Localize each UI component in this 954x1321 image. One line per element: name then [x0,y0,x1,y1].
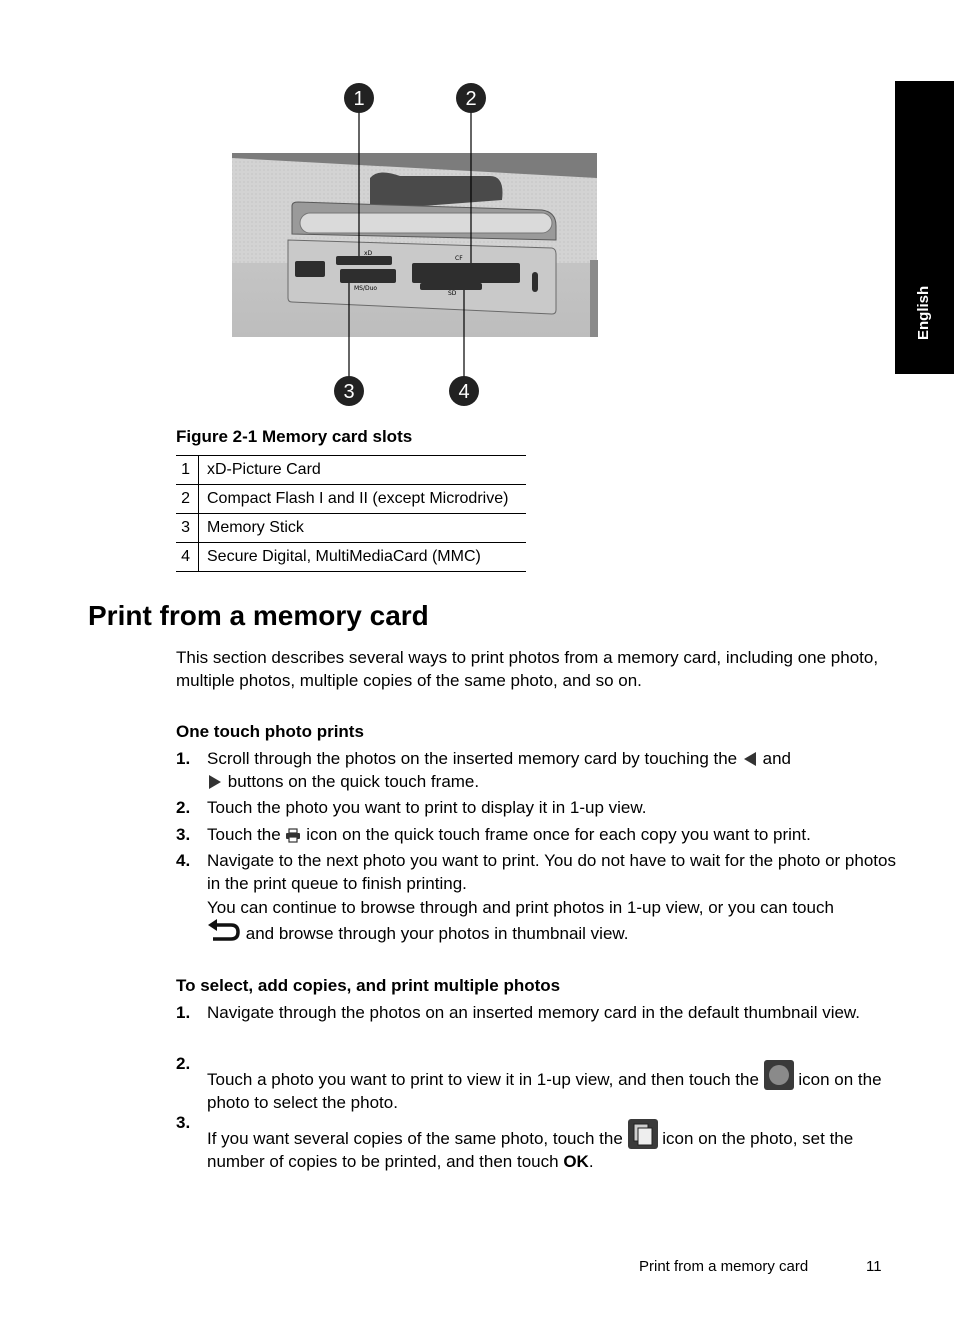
legend-text: Compact Flash I and II (except Microdrive) [199,485,527,514]
one-touch-heading: One touch photo prints [176,722,364,741]
step-number: 3. [176,825,191,844]
multiple-photos-heading: To select, add copies, and print multiple photos [176,976,561,995]
cf-slot-label: CF [455,255,463,262]
ms-slot-label: MS/Duo [354,285,378,292]
list-item: 1. Navigate through the photos on an inserted memory card in the default thumbnail view. [176,1003,860,1022]
callout-4 [449,376,479,406]
callout-2 [456,83,486,113]
legend-number: 1 [176,456,199,485]
list-item: 4. Navigate to the next photo you want to print. You do not have to wait for the photo or photos in the print queue to finish printing. You can continue to browse through and print photos in 1-up view, or you can touch and browse through your photos in thumbnail view. [176,851,896,943]
svg-text:2: 2 [465,88,477,110]
legend-number: 3 [176,514,199,543]
svg-text:3: 3 [343,381,355,403]
left-arrow-icon [742,751,758,767]
legend-text: xD-Picture Card [199,456,527,485]
select-icon [764,1060,794,1090]
slot-legend-table [176,455,526,572]
section-intro: This section describes several ways to print photos from a memory card, including one photo, multiple photos, multiple copies of the same photo, and so on. [176,648,879,690]
back-icon [207,919,241,945]
step-number: 1. [176,749,191,768]
table-row [176,514,526,543]
list-item: 1. Scroll through the photos on the inserted memory card by touching the and buttons on the quick touch frame. [176,749,791,791]
page-number: 11 [866,1258,882,1275]
table-row [176,456,526,485]
copies-icon [628,1119,658,1149]
legend-text: Secure Digital, MultiMediaCard (MMC) [199,543,527,572]
print-icon [285,828,301,843]
legend-text: Memory Stick [199,514,527,543]
svg-text:1: 1 [353,88,365,110]
step-number: 3. [176,1113,191,1132]
language-tab-label: English [914,285,932,340]
callout-1 [344,83,374,113]
svg-text:4: 4 [458,381,470,403]
xd-slot-label: xD [364,250,373,257]
step-number: 1. [176,1003,191,1022]
figure-caption: Figure 2-1 Memory card slots [176,427,413,446]
sd-slot-label: SD [448,290,457,297]
ms-slot [340,269,396,283]
legend-number: 4 [176,543,199,572]
table-row [176,485,526,514]
right-arrow-icon [207,774,223,790]
cf-slot [412,263,520,283]
callout-3 [334,376,364,406]
list-item: 2. Touch the photo you want to print to display it in 1-up view. [176,798,647,817]
step-number: 2. [176,798,191,817]
legend-number: 2 [176,485,199,514]
section-title: Print from a memory card [88,600,429,631]
sd-slot [420,283,482,290]
table-row [176,543,526,572]
step-number: 4. [176,851,191,870]
memory-card-slots-figure [230,80,600,410]
step-number: 2. [176,1054,191,1073]
language-tab [895,81,954,374]
xd-slot [336,256,392,265]
list-item: 3. Touch the icon on the quick touch frame once for each copy you want to print. [176,825,811,844]
list-item: 3. If you want several copies of the same photo, touch the icon on the photo, set the number of copies to be printed, and then touch OK. [176,1113,854,1171]
list-item: 2. Touch a photo you want to print to view it in 1-up view, and then touch the icon on the photo to select the photo. [176,1054,882,1112]
footer-section-title: Print from a memory card [639,1258,809,1275]
